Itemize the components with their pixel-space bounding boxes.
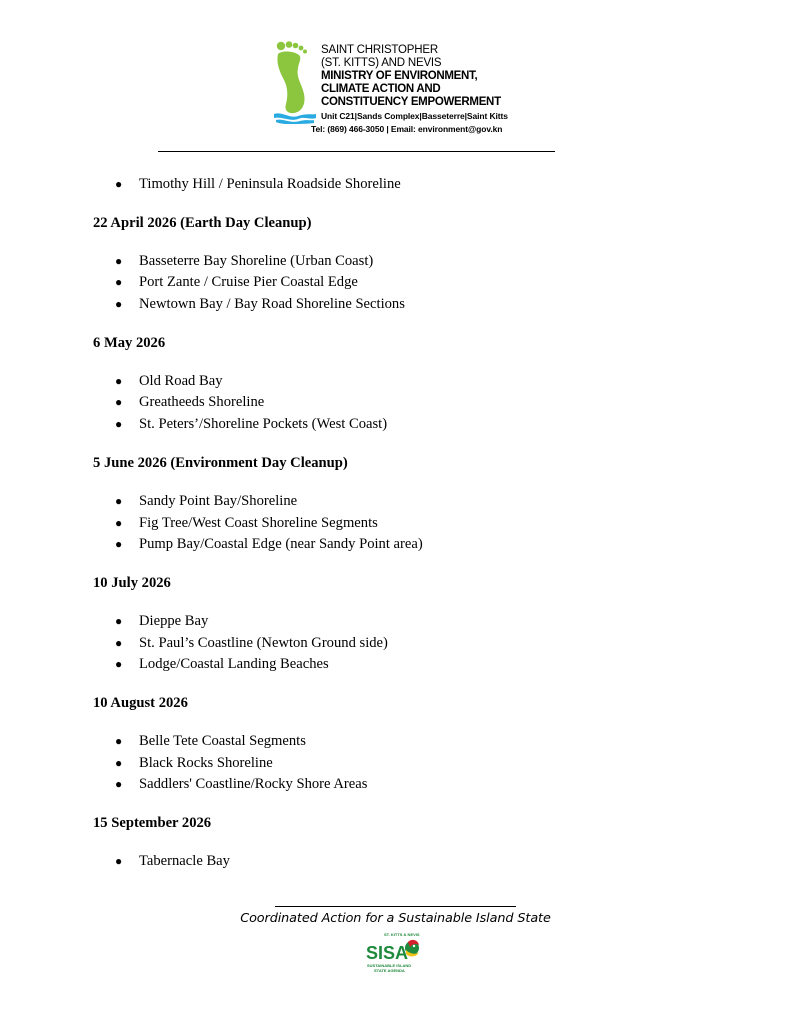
schedule-content xyxy=(93,174,713,873)
section-heading: 15 September 2026 xyxy=(93,815,212,831)
list-item xyxy=(93,654,713,676)
list-item xyxy=(93,534,713,556)
site-list xyxy=(93,251,713,316)
sisa-sub-line-2: STATE AGENDA xyxy=(374,968,405,973)
bullet-icon: ● xyxy=(115,297,123,312)
list-item xyxy=(93,272,713,294)
bullet-icon: ● xyxy=(115,417,123,432)
site-name: Dieppe Bay xyxy=(139,612,209,629)
letterhead-line-3: MINISTRY OF ENVIRONMENT, xyxy=(321,70,478,82)
bullet-icon: ● xyxy=(115,657,123,672)
section-heading: 5 June 2026 (Environment Day Cleanup) xyxy=(93,454,348,471)
site-list xyxy=(93,851,713,873)
header-divider xyxy=(158,151,555,152)
letterhead-contact: Tel: (869) 466-3050 | Email: environment@gov.kn xyxy=(311,124,503,134)
list-item xyxy=(93,491,713,513)
bullet-icon: ● xyxy=(115,733,123,748)
site-name: Saddlers' Coastline/Rocky Shore Areas xyxy=(139,776,368,793)
list-item xyxy=(93,513,713,535)
letterhead-line-5: CONSTITUENCY EMPOWERMENT xyxy=(321,96,501,108)
letterhead-line-2: (ST. KITTS) AND NEVIS xyxy=(321,57,442,69)
bullet-icon: ● xyxy=(115,177,123,191)
section-heading: 10 August 2026 xyxy=(93,694,188,711)
list-item xyxy=(93,294,713,316)
site-name: Basseterre Bay Shoreline (Urban Coast) xyxy=(139,252,374,269)
footer-tagline: Coordinated Action for a Sustainable Island State xyxy=(240,911,551,926)
site-name: Sandy Point Bay/Shoreline xyxy=(139,492,298,509)
list-item xyxy=(93,731,713,753)
sisa-top-text: ST. KITTS & NEVIS xyxy=(384,932,420,937)
site-list xyxy=(93,491,713,556)
list-item xyxy=(93,774,713,796)
list-item xyxy=(93,371,713,393)
bullet-icon: ● xyxy=(115,493,123,508)
site-list xyxy=(93,371,713,436)
site-name: Greatheeds Shoreline xyxy=(139,394,265,411)
site-name: Newtown Bay / Bay Road Shoreline Sections xyxy=(139,296,405,313)
footprint-logo-icon xyxy=(272,40,318,124)
bullet-icon: ● xyxy=(115,854,123,868)
list-item xyxy=(93,633,713,655)
bullet-icon: ● xyxy=(115,537,123,552)
bullet-icon: ● xyxy=(115,777,123,792)
ministry-name-block xyxy=(311,44,508,136)
bullet-icon: ● xyxy=(115,613,123,628)
site-name: Port Zante / Cruise Pier Coastal Edge xyxy=(139,274,358,291)
list-item xyxy=(93,174,713,196)
bullet-icon: ● xyxy=(115,635,123,650)
section-heading: 10 July 2026 xyxy=(93,574,171,591)
site-name: Old Road Bay xyxy=(139,372,223,389)
site-name: Lodge/Coastal Landing Beaches xyxy=(139,656,329,673)
site-name: Pump Bay/Coastal Edge (near Sandy Point area) xyxy=(139,536,423,553)
letterhead-line-1: SAINT CHRISTOPHER xyxy=(321,44,438,56)
site-name: Belle Tete Coastal Segments xyxy=(139,732,306,749)
list-item xyxy=(93,392,713,414)
bullet-icon: ● xyxy=(115,515,123,530)
sisa-logo-icon xyxy=(364,928,428,980)
list-item xyxy=(93,414,713,436)
letterhead-line-4: CLIMATE ACTION AND xyxy=(321,83,441,95)
list-item xyxy=(93,851,713,873)
section-heading: 22 April 2026 (Earth Day Cleanup) xyxy=(93,214,312,231)
site-name: St. Peters’/Shoreline Pockets (West Coast) xyxy=(139,416,388,433)
letterhead-address: Unit C21|Sands Complex|Basseterre|Saint Kitts xyxy=(321,111,508,121)
site-list xyxy=(93,731,713,796)
footer-divider xyxy=(275,906,516,907)
site-name: St. Paul’s Coastline (Newton Ground side) xyxy=(139,634,388,651)
site-list xyxy=(93,611,713,676)
bullet-icon: ● xyxy=(115,275,123,290)
site-name: Black Rocks Shoreline xyxy=(139,754,273,771)
site-name: Timothy Hill / Peninsula Roadside Shoreline xyxy=(139,176,401,192)
list-item xyxy=(93,753,713,775)
top-site-list xyxy=(93,174,713,196)
bullet-icon: ● xyxy=(115,395,123,410)
list-item xyxy=(93,251,713,273)
site-name: Tabernacle Bay xyxy=(139,853,230,869)
sisa-sub-line-1: SUSTAINABLE ISLAND xyxy=(367,963,412,968)
site-name: Fig Tree/West Coast Shoreline Segments xyxy=(139,514,378,531)
bullet-icon: ● xyxy=(115,373,123,388)
bullet-icon: ● xyxy=(115,253,123,268)
section-heading: 6 May 2026 xyxy=(93,334,166,351)
list-item xyxy=(93,611,713,633)
letterhead xyxy=(0,0,791,160)
bullet-icon: ● xyxy=(115,755,123,770)
sisa-wordmark: SISA xyxy=(366,943,409,963)
